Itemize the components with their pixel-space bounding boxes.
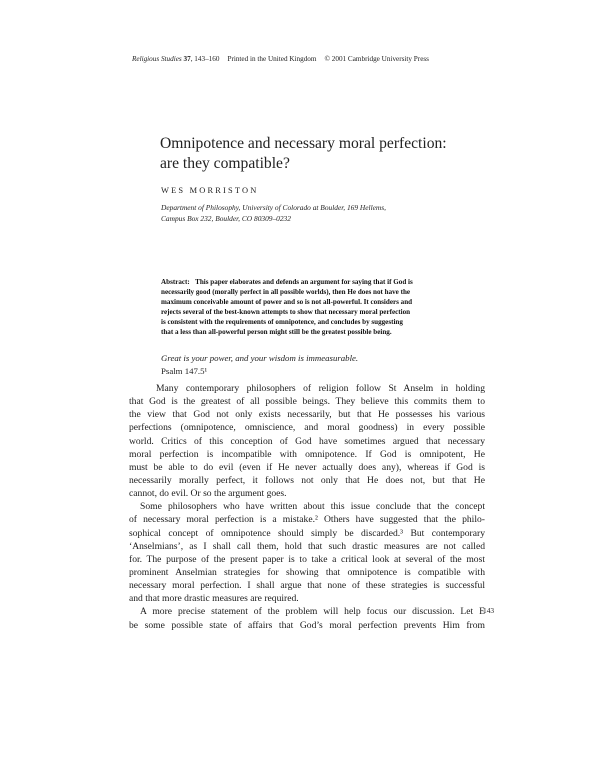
abstract-line-5: is consistent with the requirements of omnipotence, and concludes by suggesting [161,318,403,327]
affiliation-line-1: Department of Philosophy, University of Colorado at Boulder, 169 Hellems, [161,203,386,212]
body-line-1: Many contemporary philosophers of religion follow St Anselm in holding [156,383,485,394]
abstract-line-2: necessarily good (morally perfect in all possible worlds), then He does not have the [161,288,411,297]
epigraph-quote: Great is your power, and your wisdom is immeasurable. [161,353,359,363]
epigraph-source: Psalm 147.5¹ [161,365,208,376]
body-line-8: necessarily morally perfect, it follows not only that He does not, but that He [129,474,485,486]
abstract-line-6: that a less than all-powerful person might still be the greatest possible being. [161,328,392,337]
printed-note: Printed in the United Kingdom [227,55,317,63]
body-line-3: the view that God not only exists necessarily, but that He possesses his various [129,409,485,421]
affiliation-line-2: Campus Box 232, Boulder, CO 80309–0232 [161,214,291,223]
epigraph [161,352,358,377]
body-line-13: ‘Anselmians’, as I shall call them, hold that such drastic measures are not called [129,540,485,552]
article-title [160,134,490,174]
body-line-18: A more precise statement of the problem will help focus our discussion. Let E [140,606,485,618]
page-range: , 143–160 [190,55,220,63]
body-line-9: cannot, do evil. Or so the argument goes. [129,488,287,500]
abstract-line-3: maximum conceivable amount of power and so is not all-powerful. It considers and [161,298,413,307]
page-number: 143 [483,606,495,615]
abstract-line-4: rejects several of the best-known attempts to show that necessary moral perfection [161,308,411,317]
abstract [161,277,483,338]
body-line-17: and that more drastic measures are required. [129,593,299,605]
author-affiliation [161,202,461,224]
journal-volume: 37 [183,55,191,63]
body-line-11: of necessary moral perfection is a mistake.² Others have suggested that the philo- [129,514,485,526]
body-line-2: that God is the greatest of all possible beings. They believe this commits them to [129,396,485,408]
body-line-16: necessary moral perfection. I shall argue that none of these strategies is successful [129,580,485,592]
body-line-12: sophical concept of omnipotence should simply be discarded.³ But contemporary [129,527,485,539]
body-line-10: Some philosophers who have written about this issue conclude that the concept [140,501,485,513]
author-name: WES MORRISTON [161,186,259,195]
body-line-15: prominent Anselmian strategies for showing that omnipotence is compatible with [129,566,485,578]
abstract-line-1: Abstract: This paper elaborates and defends an argument for saying that if God is [161,278,413,286]
copyright-note: © 2001 Cambridge University Press [324,55,429,63]
title-line-1: Omnipotence and necessary moral perfection: [160,135,447,152]
body-line-5: world. Critics of this conception of God have sometimes argued that necessary [129,435,485,447]
body-line-19: be some possible state of affairs that God’s moral perfection prevents Him from [129,619,485,631]
running-header [132,54,492,64]
body-line-7: must be able to do evil (even if He never actually does any), whereas if God is [129,461,485,473]
title-line-2: are they compatible? [160,155,290,172]
body-text [129,382,485,632]
abstract-label: Abstract: [161,278,190,286]
body-line-6: moral perfection is incompatible with omnipotence. If God is omnipotent, He [129,448,485,460]
journal-name: Religious Studies [132,55,182,63]
body-line-4: perfections (omnipotence, omniscience, and moral goodness) in every possible [129,422,485,434]
body-line-14: for. The purpose of the present paper is to take a critical look at several of the most [129,553,485,565]
